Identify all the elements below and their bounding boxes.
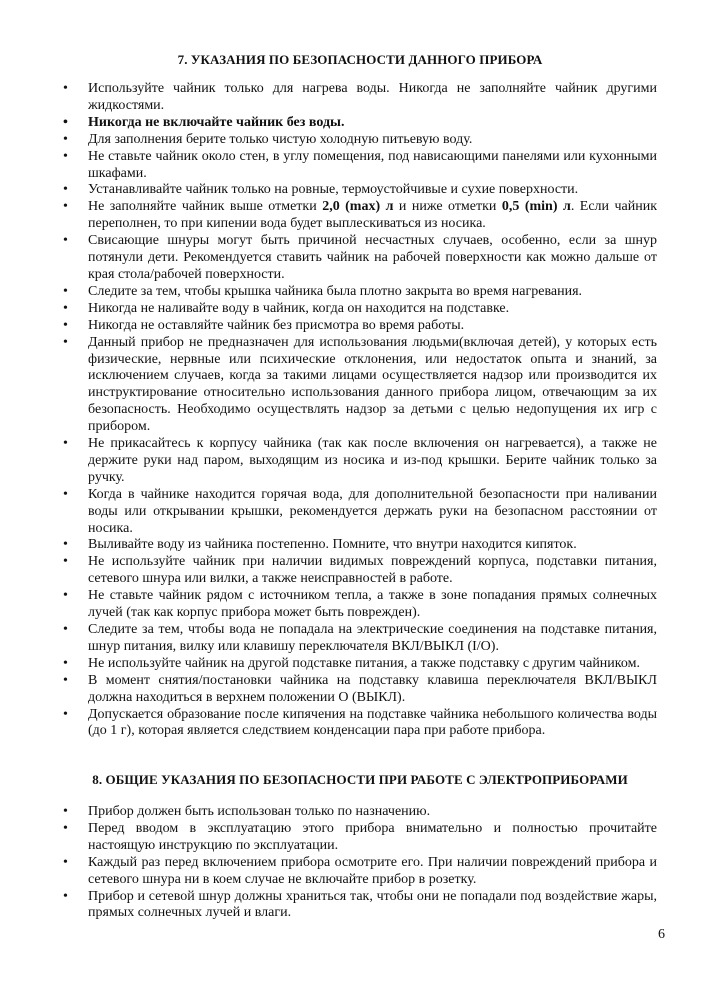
list-item: • Допускается образование после кипячения на подставке чайника небольшого количества воды (до 1 г), которая является следствием конденсации пара при работе прибора. (0, 707, 707, 741)
list-item: • Никогда не включайте чайник без воды. (0, 115, 707, 132)
list-item: • Используйте чайник только для нагрева воды. Никогда не заполняйте чайник другими жидкостями. (0, 81, 707, 115)
fill-text-2: и ниже отметки (393, 199, 502, 215)
list-item: • Данный прибор не предназначен для использования людьми(включая детей), у которых есть физические, нервные или психические отклонения, или недостаток опыта и знаний, за исключением случаев, когда за такими лицами осуществляется надзор или производится их инструктирование относительно использования данного прибора лицом, отвечающим за их безопасность. Необходимо осуществлять надзор за детьми с целью недопущения их игр с прибором. (0, 335, 707, 436)
fill-min-mark: 0,5 (min) л (501, 199, 571, 215)
list-item: • Каждый раз перед включением прибора осмотрите его. При наличии повреждений прибора и сетевого шнура ни в коем случае не включайте прибор в розетку. (0, 855, 707, 889)
page-number: 6 (658, 927, 665, 942)
section-8-heading: 8. ОБЩИЕ УКАЗАНИЯ ПО БЕЗОПАСНОСТИ ПРИ РАБОТЕ С ЭЛЕКТРОПРИБОРАМИ (92, 772, 628, 787)
list-item: • Свисающие шнуры могут быть причиной несчастных случаев, особенно, если за шнур потянули дети. Рекомендуется ставить чайник на рабочей поверхности как можно дальше от края стола/рабочей поверхности. (0, 233, 707, 284)
list-item: • Устанавливайте чайник только на ровные, термоустойчивые и сухие поверхности. (0, 182, 707, 199)
fill-text-3: . Если чайник переполнен, то при кипении вода будет выплескиваться из носика. (88, 199, 658, 232)
list-item: • Для заполнения берите только чистую холодную питьевую воду. (0, 132, 707, 149)
list-item: • Выливайте воду из чайника постепенно. Помните, что внутри находится кипяток. (0, 537, 707, 554)
list-item: • Не используйте чайник на другой подставке питания, а также подставку с другим чайником. (0, 656, 707, 673)
list-item: • Не используйте чайник при наличии видимых повреждений корпуса, подставки питания, сетевого шнура или вилки, а также неисправностей в работе. (0, 554, 707, 588)
list-item: • Перед вводом в эксплуатацию этого прибора внимательно и полностью прочитайте настоящую инструкцию по эксплуатации. (0, 821, 707, 855)
fill-max-mark: 2,0 (max) л (322, 199, 394, 215)
section-8-list (0, 804, 707, 922)
section-7-heading: 7. УКАЗАНИЯ ПО БЕЗОПАСНОСТИ ДАННОГО ПРИБОРА (177, 52, 543, 67)
list-item-fill-level (0, 199, 707, 233)
section-7-list (0, 81, 707, 740)
list-item: • Следите за тем, чтобы крышка чайника была плотно закрыта во время нагревания. (0, 284, 707, 301)
list-item: • Прибор должен быть использован только по назначению. (0, 804, 707, 821)
list-item: • В момент снятия/постановки чайника на подставку клавиша переключателя ВКЛ/ВЫКЛ должна находиться в верхнем положении О (ВЫКЛ). (0, 673, 707, 707)
list-item: • Не прикасайтесь к корпусу чайника (так как после включения он нагревается), а также не держите руки над паром, выходящим из носика и из-под крышки. Берите чайник только за ручку. (0, 436, 707, 487)
list-item: • Не ставьте чайник рядом с источником тепла, а также в зоне попадания прямых солнечных лучей (так как корпус прибора может быть поврежден). (0, 588, 707, 622)
list-item: • Когда в чайнике находится горячая вода, для дополнительной безопасности при наливании воды или открывании крышки, рекомендуется держать руки на безопасном расстоянии от носика. (0, 487, 707, 538)
list-item: • Следите за тем, чтобы вода не попадала на электрические соединения на подставке питания, шнур питания, вилку или клавишу переключателя ВКЛ/ВЫКЛ (I/O). (0, 622, 707, 656)
list-item: • Прибор и сетевой шнур должны храниться так, чтобы они не попадали под воздействие жары, прямых солнечных лучей и влаги. (0, 889, 707, 923)
list-item: • Не ставьте чайник около стен, в углу помещения, под нависающими панелями или кухонными шкафами. (0, 149, 707, 183)
fill-text-1: Не заполняйте чайник выше отметки (88, 199, 323, 215)
list-item: • Никогда не наливайте воду в чайник, когда он находится на подставке. (0, 301, 707, 318)
list-item: • Никогда не оставляйте чайник без присмотра во время работы. (0, 318, 707, 335)
